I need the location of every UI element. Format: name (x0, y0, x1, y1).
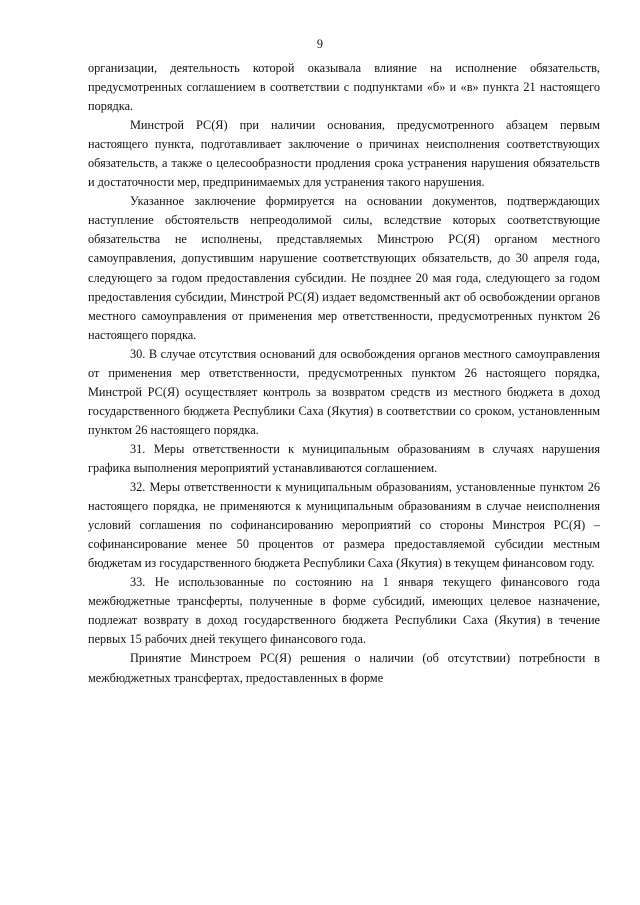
document-body (88, 59, 600, 688)
paragraph-continuation: организации, деятельность которой оказывала влияние на исполнение обязательств, предусмотренных соглашением в соответствии с подпунктами «б» и «в» пункта 21 настоящего порядка. (88, 61, 600, 114)
paragraph-conclusion-basis: Указанное заключение формируется на основании документов, подтверждающих наступление обстоятельств непреодолимой силы, вследствие которых соответствующие обязательства не исполнены, представляемых Минстрою РС(Я) органом местного самоуправления, допустившим нарушение соответствующих обязательств, до 30 апреля года, следующего за годом предоставления субсидии. Не позднее 20 мая года, следующего за годом предоставления субсидии, Минстрой РС(Я) издает ведомственный акт об освобождении органов местного самоуправления от применения мер ответственности, предусмотренных пунктом 26 настоящего порядка. (88, 194, 600, 342)
page-number: 9 (316, 37, 324, 51)
paragraph-decision: Принятие Минстроем РС(Я) решения о наличии (об отсутствии) потребности в межбюджетных трансфертах, предоставленных в форме (88, 651, 600, 685)
paragraph-item-32: 32. Меры ответственности к муниципальным образованиям, установленные пунктом 26 настоящего порядка, не применяются к муниципальным образованиям в случае неисполнения условий соглашения по софинансированию мероприятий со стороны Минстроя РС(Я) – софинансирование менее 50 процентов от размера предоставляемой субсидии местным бюджетам из государственного бюджета Республики Саха (Якутия) в текущем финансовом году. (88, 480, 600, 571)
paragraph-item-30: 30. В случае отсутствия оснований для освобождения органов местного самоуправления от применения мер ответственности, предусмотренных пунктом 26 настоящего порядка, Минстрой РС(Я) осуществляет контроль за возвратом средств из местного бюджета в доход государственного бюджета Республики Саха (Якутия) в соответствии со сроком, установленным пунктом 26 настоящего порядка. (88, 346, 600, 437)
paragraph-item-31: 31. Меры ответственности к муниципальным образованиям в случаях нарушения графика выполнения мероприятий устанавливаются соглашением. (88, 441, 600, 475)
paragraph-conclusion-preparation: Минстрой РС(Я) при наличии основания, предусмотренного абзацем первым настоящего пункта, подготавливает заключение о причинах неисполнения соответствующих обязательств, а также о целесообразности продления срока устранения нарушения обязательств и достаточности мер, предпринимаемых для устранения такого нарушения. (88, 118, 600, 190)
paragraph-item-33: 33. Не использованные по состоянию на 1 января текущего финансового года межбюджетные трансферты, полученные в форме субсидий, имеющих целевое назначение, подлежат возврату в доход государственного бюджета Республики Саха (Якутия) в течение первых 15 рабочих дней текущего финансового года. (88, 575, 600, 647)
